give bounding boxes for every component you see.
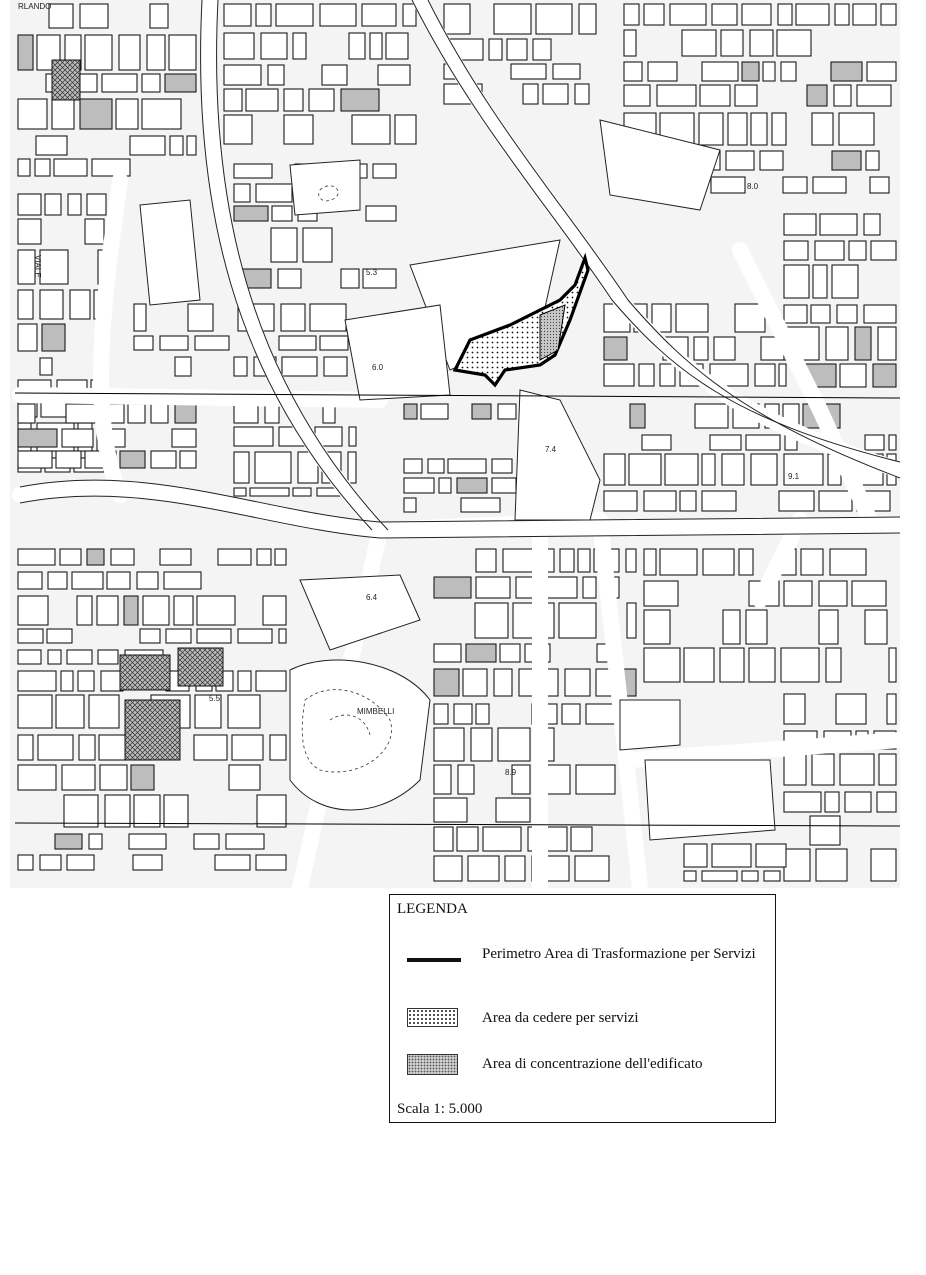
block-label-7: 8.9 xyxy=(505,768,517,777)
legend-title: LEGENDA xyxy=(397,901,468,917)
block-label-2: 6.0 xyxy=(372,363,384,372)
street-label-left: VIALE xyxy=(33,255,42,278)
stippled-fill-icon xyxy=(407,1054,458,1075)
street-label-top: RLANDO xyxy=(18,2,52,11)
map-scale: Scala 1: 5.000 xyxy=(397,1101,483,1117)
park-label: MIMBELLI xyxy=(357,707,395,716)
block-label-8: 9.1 xyxy=(788,472,800,481)
legend-item-label: Perimetro Area di Trasformazione per Servizi xyxy=(482,946,756,962)
block-label-4: 8.0 xyxy=(747,182,759,191)
legend-item-label: Area da cedere per servizi xyxy=(482,1010,639,1026)
dotted-fill-icon xyxy=(407,1008,458,1027)
block-label-5: 6.4 xyxy=(366,593,378,602)
legend-item-label: Area di concentrazione dell'edificato xyxy=(482,1056,703,1072)
block-label-1: 5.3 xyxy=(366,268,378,277)
thick-line-icon xyxy=(407,958,461,962)
block-label-3: 7.4 xyxy=(545,445,557,454)
legend-box xyxy=(389,894,776,1123)
block-label-6: 5.5 xyxy=(209,694,221,703)
